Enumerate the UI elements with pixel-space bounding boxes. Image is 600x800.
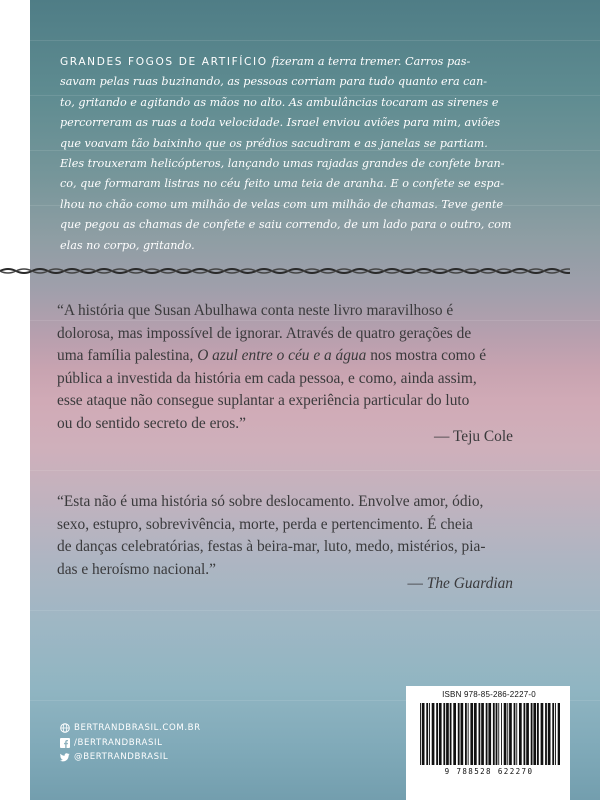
barcode-bar: [516, 703, 517, 765]
barcode-bar: [555, 703, 556, 765]
website-link[interactable]: BERTRANDBRASIL.COM.BR: [60, 721, 201, 735]
barcode-bar: [541, 703, 544, 765]
barcode-bar: [501, 703, 502, 765]
barcode-bar: [474, 703, 477, 765]
isbn-label: ISBN 978-85-286-2227-0: [442, 690, 536, 699]
quote-the-guardian: “Esta não é uma história só sobre deslocamento. Envolve amor, ódio, sexo, estupro, sobrevivência, morte, perda e pertencimento. É cheia de danças celebratórias, festas à beira-mar, luto, medo, mistérios, pia- das e heroísmo nacional.”: [57, 493, 486, 578]
facebook-icon: [60, 738, 70, 748]
barcode-bar: [548, 703, 551, 765]
twitter-icon: [60, 752, 70, 762]
book-excerpt: [60, 52, 530, 256]
barcode-bar: [519, 703, 522, 765]
barcode-bar: [468, 703, 469, 765]
globe-icon: [60, 723, 70, 733]
quote-teju-cole: “A história que Susan Abulhawa conta neste livro maravilhoso é dolorosa, mas impossível de ignorar. Através de quatro gerações de uma família palestina, O azul entre o céu e a água nos mostra como é pública a investida da história em cada pessoa, e como, ainda assim, esse ataque não consegue suplantar a experiência particular do luto ou do sentido secreto de eros.”: [57, 302, 487, 432]
facebook-link[interactable]: /BERTRANDBRASIL: [60, 736, 163, 750]
excerpt-caps: GRANDES FOGOS DE ARTIFÍCIO: [60, 56, 268, 68]
barcode-bar: [426, 703, 428, 765]
barcode-bar: [461, 703, 464, 765]
excerpt-line: elas no corpo, gritando.: [60, 238, 195, 252]
barcode: [418, 703, 560, 765]
barcode-bar: [470, 703, 473, 765]
excerpt-line: savam pelas ruas buzinando, as pessoas corriam para tudo quanto era can-: [60, 75, 488, 89]
attribution-teju-cole: — Teju Cole: [433, 428, 513, 445]
barcode-bar: [436, 703, 438, 765]
barcode-bar: [558, 703, 560, 765]
barcode-bar: [465, 703, 467, 765]
barcode-bar: [531, 703, 533, 765]
barcode-bar: [493, 703, 495, 765]
barcode-bar: [507, 703, 508, 765]
barcode-bar: [429, 703, 430, 765]
barcode-bar: [458, 703, 460, 765]
barcode-bar: [450, 703, 452, 765]
barcode-bar: [481, 703, 484, 765]
barcode-bar: [488, 703, 491, 765]
barcode-bar: [443, 703, 445, 765]
barcode-bar: [496, 703, 498, 765]
excerpt-line: que pegou as chamas de confete e saiu correndo, de um lado para o outro, com: [60, 218, 512, 232]
excerpt-line: to, gritando e agitando as mãos no alto. As ambulâncias tocaram as sirenes e: [60, 95, 499, 109]
excerpt-line: lhou no chão como um milhão de velas com um milhão de chamas. Teve gente: [60, 197, 504, 211]
barcode-bar: [552, 703, 554, 765]
barcode-bar: [533, 703, 536, 765]
barcode-bar: [446, 703, 449, 765]
excerpt-line: percorreram as ruas a toda velocidade. Israel enviou aviões para mim, aviões: [60, 116, 501, 130]
attribution-the-guardian: — The Guardian: [407, 575, 513, 592]
barcode-bar: [504, 703, 507, 765]
twitter-link[interactable]: @BERTRANDBRASIL: [60, 750, 168, 764]
barcode-bar: [479, 703, 481, 765]
excerpt-line: Eles trouxeram helicópteros, lançando umas rajadas grandes de confete bran-: [60, 157, 505, 171]
excerpt-line: que voavam tão baixinho que os prédios sacudiram e as janelas se partiam.: [60, 136, 488, 150]
barcode-bar: [422, 703, 425, 765]
book-title: O azul entre o céu e a água: [197, 347, 367, 365]
barcode-bar: [537, 703, 539, 765]
barbed-wire-divider: [0, 262, 570, 280]
barcode-bar: [498, 703, 499, 765]
barcode-bar: [439, 703, 442, 765]
excerpt-line: fizeram a terra tremer. Carros pas-: [271, 55, 471, 68]
barcode-bar: [514, 703, 516, 765]
barcode-bar: [486, 703, 488, 765]
barcode-digits: 9 788528 622270: [444, 767, 534, 776]
excerpt-line: co, que formaram listras no céu feito uma teia de aranha. E o confete se espa-: [60, 177, 505, 191]
barcode-bar: [509, 703, 512, 765]
barcode-bar: [526, 703, 529, 765]
barcode-bar: [524, 703, 526, 765]
barcode-bar: [545, 703, 547, 765]
barcode-bar: [432, 703, 435, 765]
barcode-bar: [453, 703, 456, 765]
barcode-bar: [420, 703, 421, 765]
